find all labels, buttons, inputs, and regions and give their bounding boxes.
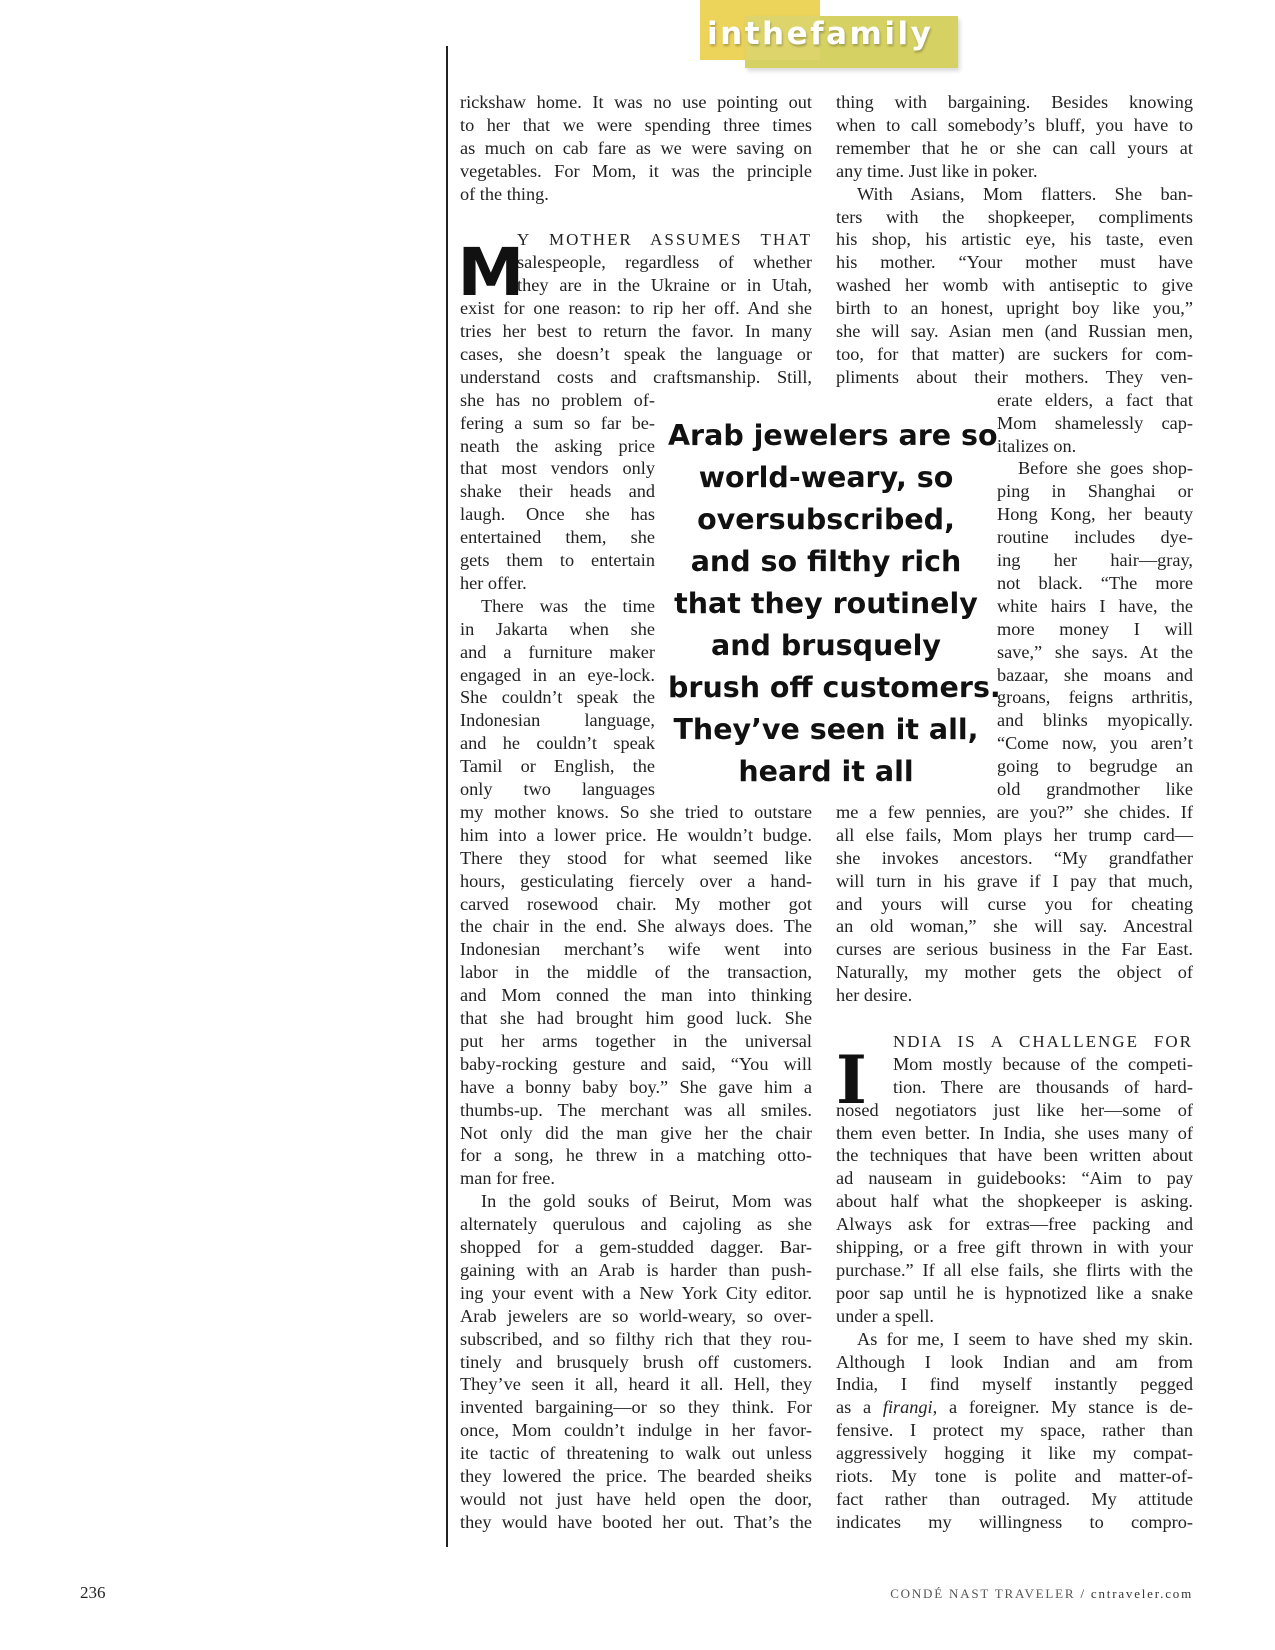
text-line: Indonesian merchant’s wife went into	[460, 939, 812, 960]
text-line: invented bargaining—or so they think. For	[460, 1397, 812, 1418]
section-header-title	[707, 16, 933, 52]
text-line: an old woman,” she will say. Ancestral	[836, 916, 1193, 937]
header-word-the: the	[744, 16, 811, 52]
text-line: she has no problem of-	[460, 389, 655, 410]
section-header	[700, 0, 958, 70]
text-line: laugh. Once she has	[460, 504, 655, 525]
text-line: her offer.	[460, 572, 527, 593]
text-line: Tamil or English, the	[460, 756, 655, 777]
text-line: Always ask for extras—free packing and	[836, 1214, 1193, 1235]
text-line: she invokes ancestors. “My grandfather	[836, 847, 1193, 868]
text-line: pliments about their mothers. They ven-	[836, 366, 1193, 387]
text-line: With Asians, Mom flatters. She ban-	[857, 183, 1193, 204]
text-line: fering a sum so far be-	[460, 412, 655, 433]
text-line: riots. My tone is polite and matter-of-	[836, 1466, 1193, 1486]
text-line: understand costs and craftsmanship. Still,	[460, 366, 812, 387]
text-line: for a song, he threw in a matching otto-	[460, 1145, 812, 1166]
text-line: remember that he or she can call yours at	[836, 137, 1193, 158]
text-line: hours, gesticulating fiercely over a hand-	[460, 870, 812, 891]
text-line: her desire.	[836, 985, 913, 1006]
text-line: more money I will	[997, 618, 1193, 639]
text-line: save,” she says. At the	[997, 641, 1193, 662]
text-line: going to begrudge an	[997, 756, 1193, 777]
text-line: my mother knows. So she tried to outstare	[460, 801, 812, 822]
text-line: tion. There are thousands of hard-	[893, 1076, 1193, 1097]
text-line: engaged in an eye-lock.	[460, 664, 655, 685]
text-line: not black. “The more	[997, 572, 1193, 593]
pull-quote-line: heard it all	[738, 755, 914, 788]
text-line: Although I look Indian and am from	[836, 1351, 1193, 1372]
text-line: Mom shamelessly cap-	[997, 412, 1193, 433]
drop-cap-m: M	[457, 234, 525, 311]
text-line: under a spell.	[836, 1305, 934, 1326]
text-line: ping in Shanghai or	[997, 481, 1193, 502]
text-line: birth to an honest, upright boy like you,”	[836, 298, 1193, 319]
text-line: tinely and brusquely brush off customers.	[460, 1351, 812, 1372]
pull-quote-line: They’ve seen it all,	[673, 713, 979, 746]
text-line: “Come now, you aren’t	[997, 733, 1193, 754]
text-line: shake their heads and	[460, 481, 655, 502]
text-line: nosed negotiators just like her—some of	[836, 1099, 1193, 1120]
text-line: As for me, I seem to have shed my skin.	[857, 1328, 1193, 1349]
pull-quote-line: and so filthy rich	[690, 545, 962, 578]
text-line: erate elders, a fact that	[997, 389, 1193, 410]
text-line: thing with bargaining. Besides knowing	[836, 92, 1193, 112]
text-line: neath the asking price	[460, 435, 655, 456]
text-span: as a	[836, 1397, 883, 1418]
text-line: and he couldn’t speak	[460, 733, 655, 754]
text-line: baby-rocking gesture and said, “You will	[460, 1053, 812, 1074]
text-line: Not only did the man give her the chair	[460, 1122, 812, 1143]
text-line: they are in the Ukraine or in Utah,	[517, 275, 812, 296]
text-line: about half what the shopkeeper is asking.	[836, 1191, 1193, 1212]
text-line: and a furniture maker	[460, 641, 655, 662]
text-line: would not just have held open the door,	[460, 1488, 812, 1509]
text-line: have a bonny baby boy.” She gave him a	[460, 1076, 812, 1097]
text-line: alternately querulous and cajoling as she	[460, 1214, 812, 1235]
text-line: too, for that matter) are suckers for com-	[836, 343, 1193, 364]
text-line: rickshaw home. It was no use pointing out	[460, 92, 812, 112]
column-rule	[446, 46, 448, 1547]
text-line: only two languages	[460, 779, 655, 799]
text-line: all else fails, Mom plays her trump card—	[836, 824, 1193, 845]
text-line: Arab jewelers are so world-weary, so over-	[460, 1305, 812, 1326]
text-line: There they stood for what seemed like	[460, 847, 812, 868]
text-line: to her that we were spending three times	[460, 114, 812, 135]
text-line: gaining with an Arab is harder than push-	[460, 1259, 812, 1280]
pull-quote-line: oversubscribed,	[697, 503, 955, 536]
text-line: ters with the shopkeeper, compliments	[836, 206, 1193, 227]
text-line: ing your event with a New York City editor.	[460, 1282, 812, 1303]
text-line: fensive. I protect my space, rather than	[836, 1420, 1193, 1441]
text-line: that most vendors only	[460, 458, 655, 479]
text-line: once, Mom couldn’t indulge in her favor-	[460, 1420, 812, 1441]
pull-quote-line: that they routinely	[674, 587, 978, 620]
text-line: shopped for a gem-studded dagger. Bar-	[460, 1237, 812, 1257]
text-line: There was the time	[481, 595, 655, 616]
text-line: In the gold souks of Beirut, Mom was	[481, 1191, 812, 1212]
text-line: that she had brought him good luck. She	[460, 1008, 812, 1028]
text-line: the techniques that have been written about	[836, 1145, 1193, 1166]
text-line: any time. Just like in poker.	[836, 160, 1038, 181]
text-line: shipping, or a free gift thrown in with your	[836, 1237, 1193, 1257]
text-line: his shop, his artistic eye, his taste, even	[836, 229, 1193, 250]
text-line: italizes on.	[997, 435, 1077, 456]
text-line: and blinks myopically.	[997, 710, 1193, 731]
pull-quote-line: world-weary, so	[698, 461, 954, 494]
text-line: ad nauseam in guidebooks: “Aim to pay	[836, 1168, 1193, 1189]
footer-separator: /	[1080, 1586, 1086, 1601]
text-line: bazaar, she moans and	[997, 664, 1193, 685]
publication-name: CONDÉ NAST TRAVELER	[890, 1586, 1076, 1601]
text-line: put her arms together in the universal	[460, 1030, 812, 1051]
text-line: him into a lower price. He wouldn’t budge.	[460, 824, 812, 845]
text-line: me a few pennies, are you?” she chides. If	[836, 801, 1193, 822]
text-line: them even better. In India, she uses many of	[836, 1122, 1193, 1143]
text-line: of the thing.	[460, 183, 549, 204]
text-line: and Mom conned the man into thinking	[460, 985, 812, 1006]
header-word-family: family	[810, 16, 934, 52]
text-line: fact rather than outraged. My attitude	[836, 1488, 1193, 1509]
text-line: Hong Kong, her beauty	[997, 504, 1193, 525]
text-line: indicates my willingness to compro-	[836, 1511, 1193, 1532]
text-line: his mother. “Your mother must have	[836, 252, 1193, 273]
header-word-in: in	[707, 16, 745, 52]
text-line: ite tactic of threatening to walk out unless	[460, 1443, 812, 1464]
text-line: NDIA IS A CHALLENGE FOR	[893, 1031, 1193, 1051]
text-line: entertained them, she	[460, 527, 655, 548]
text-line: they would have booted her out. That’s the	[460, 1511, 812, 1532]
text-line: gets them to entertain	[460, 550, 655, 570]
text-line: groans, feigns arthritis,	[997, 687, 1193, 708]
italic-word: firangi,	[882, 1397, 938, 1418]
text-line: Mom mostly because of the competi-	[893, 1053, 1193, 1074]
text-line: Naturally, my mother gets the object of	[836, 962, 1193, 983]
text-line: Indonesian language,	[460, 710, 655, 731]
text-line: exist for one reason: to rip her off. And she	[460, 298, 812, 319]
text-line: carved rosewood chair. My mother got	[460, 893, 812, 914]
website-url: cntraveler.com	[1090, 1586, 1193, 1601]
text-line: ing her hair—gray,	[997, 550, 1193, 570]
text-line: thumbs-up. The merchant was all smiles.	[460, 1099, 812, 1120]
text-line: She couldn’t speak the	[460, 687, 655, 708]
text-line: poor sap until he is hypnotized like a snake	[836, 1282, 1193, 1303]
text-line: labor in the middle of the transaction,	[460, 962, 812, 983]
text-line: Y MOTHER ASSUMES THAT	[517, 230, 812, 250]
text-line: they lowered the price. The bearded sheiks	[460, 1466, 812, 1486]
text-line: old grandmother like	[997, 779, 1193, 799]
text-span: a foreigner. My stance is de-	[937, 1397, 1194, 1418]
text-line: curses are serious business in the Far East.	[836, 939, 1193, 960]
text-line: will turn in his grave if I pay that much,	[836, 870, 1193, 891]
pull-quote-line: and brusquely	[711, 629, 941, 662]
drop-cap-i: I	[836, 1041, 867, 1119]
text-line: cases, she doesn’t speak the language or	[460, 343, 812, 364]
text-line	[836, 1396, 1193, 1419]
text-line: They’ve seen it all, heard it all. Hell, they	[460, 1374, 812, 1395]
text-line: and yours will curse you for cheating	[836, 893, 1193, 914]
text-line: vegetables. For Mom, it was the principle	[460, 160, 812, 181]
text-line: white hairs I have, the	[997, 595, 1193, 616]
text-line: subscribed, and so filthy rich that they rou-	[460, 1328, 812, 1349]
text-line: as much on cab fare as we were saving on	[460, 137, 812, 158]
footer-credit	[890, 1586, 1193, 1602]
text-line: washed her womb with antiseptic to give	[836, 275, 1193, 296]
text-line: tries her best to return the favor. In many	[460, 321, 812, 341]
pull-quote-line: Arab jewelers are so	[668, 419, 998, 452]
text-line: the chair in the end. She always does. The	[460, 916, 812, 937]
text-line: Before she goes shop-	[1018, 458, 1193, 479]
text-line: in Jakarta when she	[460, 618, 655, 639]
text-line: routine includes dye-	[997, 527, 1193, 548]
text-line: she will say. Asian men (and Russian men,	[836, 321, 1193, 341]
text-line: purchase.” If all else fails, she flirts with the	[836, 1259, 1193, 1280]
text-line: India, I find myself instantly pegged	[836, 1374, 1193, 1395]
text-line: when to call somebody’s bluff, you have to	[836, 114, 1193, 135]
page-number: 236	[80, 1583, 106, 1602]
text-line: man for free.	[460, 1168, 555, 1189]
pull-quote-line: brush off customers.	[668, 671, 1001, 704]
text-line: aggressively hogging it like my compat-	[836, 1443, 1193, 1464]
text-line: salespeople, regardless of whether	[517, 252, 812, 273]
